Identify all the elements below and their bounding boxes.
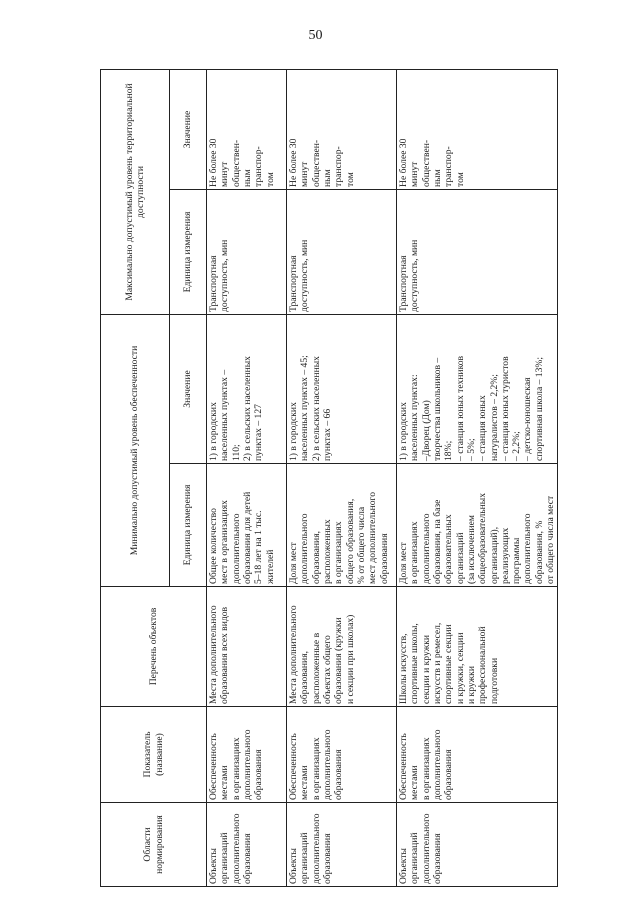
cell-min-value: 1) в городских населенных пунктах: –Дворец (Дом) творчества школьников – 18%; – станция юных техников – 5%; – станция юных натуралистов – 2,2%; – станция юных туристов – 2,2%; – детско-юношеская спортивная школа – 13%; [397, 314, 558, 463]
cell-indicator: Обеспеченность местами в организациях дополнительного образования [207, 707, 287, 803]
rotated-table-container [100, 70, 557, 887]
cell-max-value: Не более 30 минут обществен- ным транспор- том [287, 69, 397, 189]
table-row [287, 69, 397, 886]
header-max-unit: Единица измерения [170, 189, 207, 314]
cell-min-unit: Общее количество мест в организациях дополнительного образования для детей 5–18 лет на 1 тыс. жителей [207, 464, 287, 587]
norms-table [100, 69, 558, 887]
table-row [397, 69, 558, 886]
table-row [207, 69, 287, 886]
cell-max-unit: Транспортная доступность, мин [397, 189, 558, 314]
header-indicator: Показатель (название) [101, 707, 207, 803]
header-min-unit: Единица измерения [170, 464, 207, 587]
cell-min-unit: Доля мест в организациях дополнительного образования, на базе образовательных организаций (за исключением общеобразовательных организаций), реализующих программы дополнительного образования, % от общего числа мест [397, 464, 558, 587]
cell-area: Объекты организаций дополнительного образования [287, 803, 397, 887]
cell-indicator: Обеспеченность местами в организациях дополнительного образования [397, 707, 558, 803]
cell-objects: Места дополнительного образования, расположенные в объектах общего образования (кружки и секции при школах) [287, 587, 397, 707]
cell-min-value: 1) в городских населенных пунктах – 110; 2) в сельских населенных пунктах – 127 [207, 314, 287, 463]
header-min-value: Значение [170, 314, 207, 463]
cell-min-value: 1) в городских населенных пунктах – 45; 2) в сельских населенных пунктах – 66 [287, 314, 397, 463]
cell-area: Объекты организаций дополнительного образования [207, 803, 287, 887]
cell-max-unit: Транспортная доступность, мин [207, 189, 287, 314]
cell-max-value: Не более 30 минут обществен- ным транспор- том [397, 69, 558, 189]
cell-objects: Школы искусств, спортивные школы, секции и кружки искусств и ремесел, спортивные секции и кружки, секции и кружки профессиональной подготовки [397, 587, 558, 707]
cell-objects: Места дополнительного образования всех видов [207, 587, 287, 707]
header-objects: Перечень объектов [101, 587, 207, 707]
header-area: Области нормирования [101, 803, 207, 887]
cell-indicator: Обеспеченность местами в организациях дополнительного образования [287, 707, 397, 803]
cell-min-unit: Доля мест дополнительного образования, расположенных в организациях общего образования, % от общего числа мест дополнительного образования [287, 464, 397, 587]
cell-max-unit: Транспортная доступность, мин [287, 189, 397, 314]
cell-max-value: Не более 30 минут обществен- ным транспор- том [207, 69, 287, 189]
cell-area: Объекты организаций дополнительного образования [397, 803, 558, 887]
header-max-value: Значение [170, 69, 207, 189]
page-number: 50 [308, 28, 323, 43]
header-max-level: Максимально допустимый уровень территориальной доступности [101, 69, 170, 314]
header-min-level: Минимально допустимый уровень обеспеченности [101, 314, 170, 586]
